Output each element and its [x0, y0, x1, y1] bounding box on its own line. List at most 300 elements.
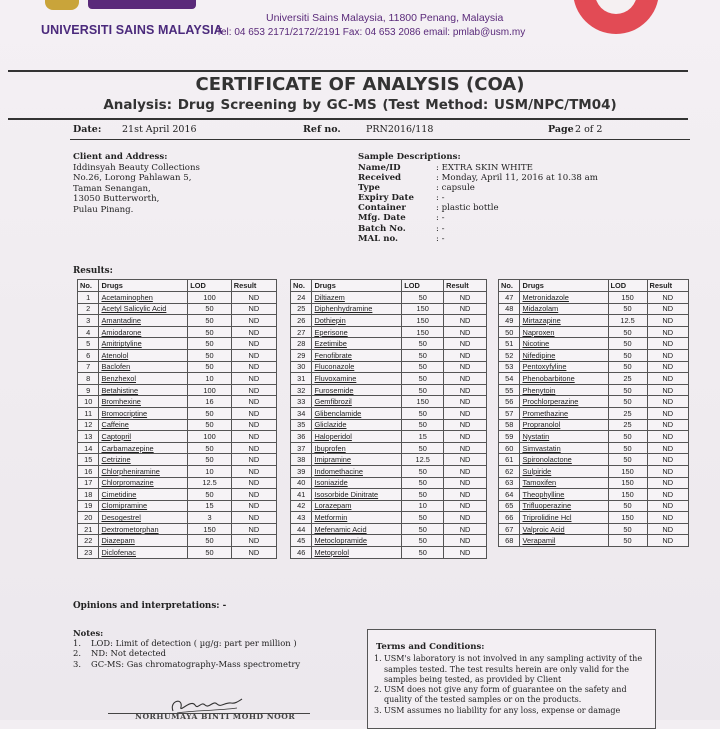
- table-row: [78, 431, 277, 443]
- drug-lod: 50: [402, 292, 444, 304]
- usm-logo: [88, 0, 196, 9]
- drug-result: ND: [647, 535, 688, 547]
- drug-lod: 100: [188, 384, 231, 396]
- drug-result: ND: [647, 338, 688, 350]
- drug-name: Diclofenac: [99, 547, 188, 559]
- drug-lod: 12.5: [608, 315, 647, 327]
- field-key: Mfg. Date: [358, 213, 406, 224]
- table-row: [78, 315, 277, 327]
- drug-name: Betahistine: [99, 384, 188, 396]
- drug-name: Mefenamic Acid: [312, 523, 402, 535]
- drug-name: Eperisone: [312, 326, 402, 338]
- drug-result: ND: [444, 431, 487, 443]
- drug-lod: 50: [608, 384, 647, 396]
- results-table-3: [498, 279, 689, 547]
- drug-lod: 100: [188, 431, 231, 443]
- table-row: [499, 349, 689, 361]
- drug-name: Bromhexine: [99, 396, 188, 408]
- drug-name: Diltiazem: [312, 292, 402, 304]
- drug-result: ND: [647, 303, 688, 315]
- drug-number: 53: [499, 361, 520, 373]
- drug-name: Ibuprofen: [312, 442, 402, 454]
- drug-name: Lorazepam: [312, 500, 402, 512]
- table-row: [499, 338, 689, 350]
- drug-name: Clomipramine: [99, 500, 188, 512]
- drug-lod: 150: [608, 489, 647, 501]
- drug-name: Naproxen: [520, 326, 608, 338]
- drug-lod: 50: [608, 523, 647, 535]
- drug-number: 46: [291, 547, 312, 559]
- drug-number: 44: [291, 523, 312, 535]
- drug-lod: 50: [402, 512, 444, 524]
- table-row: [291, 465, 487, 477]
- drug-lod: 25: [608, 407, 647, 419]
- drug-result: ND: [231, 338, 276, 350]
- drug-name: Spironolactone: [520, 454, 608, 466]
- drug-name: Cimetidine: [99, 489, 188, 501]
- page-value: 2 of 2: [575, 124, 603, 135]
- drug-name: Desogestrel: [99, 512, 188, 524]
- drug-lod: 50: [188, 454, 231, 466]
- notes-label: Notes:: [73, 628, 104, 638]
- drug-number: 5: [78, 338, 99, 350]
- drug-result: ND: [444, 349, 487, 361]
- table-row: [78, 454, 277, 466]
- drug-lod: 50: [402, 442, 444, 454]
- drug-name: Chlorpheniramine: [99, 465, 188, 477]
- drug-name: Isosorbide Dinitrate: [312, 489, 402, 501]
- table-row: [78, 361, 277, 373]
- table-row: [499, 442, 689, 454]
- field-key: Batch No.: [358, 223, 406, 234]
- drug-lod: 50: [402, 361, 444, 373]
- drug-number: 64: [499, 489, 520, 501]
- drug-result: ND: [647, 396, 688, 408]
- drug-result: ND: [444, 396, 487, 408]
- drug-name: Simvastatin: [520, 442, 608, 454]
- drug-lod: 100: [188, 292, 231, 304]
- drug-result: ND: [444, 523, 487, 535]
- drug-number: 9: [78, 384, 99, 396]
- drug-name: Pentoxyfyline: [520, 361, 608, 373]
- table-row: [291, 454, 487, 466]
- drug-name: Diazepam: [99, 535, 188, 547]
- drug-lod: 50: [608, 535, 647, 547]
- drug-result: ND: [444, 326, 487, 338]
- drug-name: Gemfibrozil: [312, 396, 402, 408]
- date-value: 21st April 2016: [122, 124, 197, 135]
- table-row: [499, 535, 689, 547]
- table-row: [499, 419, 689, 431]
- drug-lod: 50: [188, 361, 231, 373]
- drug-name: Metronidazole: [520, 292, 608, 304]
- title-rule: [8, 118, 688, 120]
- drug-lod: 50: [402, 419, 444, 431]
- drug-lod: 50: [188, 303, 231, 315]
- drug-result: ND: [647, 326, 688, 338]
- drug-lod: 50: [188, 315, 231, 327]
- table-row: [291, 535, 487, 547]
- term-text: USM does not give any form of guarantee on the safety and quality of the tested samples or on the products.: [384, 685, 627, 705]
- drug-name: Fluvoxamine: [312, 373, 402, 385]
- note-item: [73, 659, 300, 669]
- drug-name: Benzhexol: [99, 373, 188, 385]
- drug-lod: 50: [188, 349, 231, 361]
- table-row: [499, 431, 689, 443]
- drug-number: 12: [78, 419, 99, 431]
- drug-number: 36: [291, 431, 312, 443]
- drug-result: ND: [647, 373, 688, 385]
- table-row: [78, 407, 277, 419]
- drug-number: 33: [291, 396, 312, 408]
- drug-name: Verapamil: [520, 535, 608, 547]
- drug-result: ND: [444, 454, 487, 466]
- table-row: [291, 512, 487, 524]
- table-row: [499, 361, 689, 373]
- table-row: [78, 384, 277, 396]
- drug-number: 66: [499, 512, 520, 524]
- drug-result: ND: [231, 465, 276, 477]
- drug-lod: 12.5: [188, 477, 231, 489]
- drug-lod: 150: [608, 465, 647, 477]
- table-row: [78, 419, 277, 431]
- drug-number: 68: [499, 535, 520, 547]
- table-row: [78, 373, 277, 385]
- table-row: [499, 396, 689, 408]
- ref-value: PRN2016/118: [366, 124, 434, 135]
- table-row: [291, 326, 487, 338]
- sample-label-text: Sample Descriptions:: [358, 152, 461, 162]
- drug-result: ND: [647, 349, 688, 361]
- column-header-drug: Drugs: [99, 280, 188, 292]
- drug-lod: 50: [188, 489, 231, 501]
- drug-name: Triprolidine Hcl: [520, 512, 608, 524]
- drug-number: 20: [78, 512, 99, 524]
- drug-lod: 50: [402, 535, 444, 547]
- sample-field: [358, 183, 598, 193]
- table-row: [291, 547, 487, 559]
- drug-result: ND: [647, 431, 688, 443]
- sample-field: [358, 234, 598, 244]
- drug-lod: 50: [608, 431, 647, 443]
- term-text: USM assumes no liability for any loss, expense or damage: [384, 705, 621, 715]
- drug-lod: 15: [188, 500, 231, 512]
- table-row: [78, 535, 277, 547]
- drug-number: 65: [499, 500, 520, 512]
- table-row: [78, 500, 277, 512]
- university-name: UNIVERSITI SAINS MALAYSIA: [41, 23, 223, 37]
- drug-result: ND: [647, 384, 688, 396]
- drug-name: Tamoxifen: [520, 477, 608, 489]
- drug-result: ND: [444, 547, 487, 559]
- drug-lod: 50: [608, 338, 647, 350]
- note-number: 2.: [73, 648, 81, 659]
- drug-result: ND: [444, 512, 487, 524]
- drug-number: 40: [291, 477, 312, 489]
- drug-lod: 25: [608, 373, 647, 385]
- table-row: [78, 489, 277, 501]
- drug-lod: 50: [402, 384, 444, 396]
- drug-number: 45: [291, 535, 312, 547]
- drug-lod: 50: [188, 326, 231, 338]
- table-header-row: [291, 280, 487, 292]
- client-line: Taman Senangan,: [73, 183, 151, 194]
- drug-lod: 10: [188, 465, 231, 477]
- drug-name: Propranolol: [520, 419, 608, 431]
- note-item: [73, 648, 300, 658]
- drug-result: ND: [231, 303, 276, 315]
- drug-result: ND: [647, 489, 688, 501]
- drug-number: 58: [499, 419, 520, 431]
- table-row: [499, 315, 689, 327]
- drug-result: ND: [231, 523, 276, 535]
- drug-name: Indomethacine: [312, 465, 402, 477]
- field-key: MAL no.: [358, 233, 399, 244]
- drug-number: 61: [499, 454, 520, 466]
- university-address: Universiti Sains Malaysia, 11800 Penang, Malaysia: [266, 12, 504, 24]
- drug-number: 49: [499, 315, 520, 327]
- column-header-no: No.: [291, 280, 312, 292]
- drug-result: ND: [647, 523, 688, 535]
- table-row: [78, 349, 277, 361]
- drug-name: Acetyl Salicylic Acid: [99, 303, 188, 315]
- drug-number: 60: [499, 442, 520, 454]
- drug-result: ND: [231, 326, 276, 338]
- drug-lod: 50: [188, 535, 231, 547]
- table-row: [78, 465, 277, 477]
- drug-result: ND: [231, 500, 276, 512]
- field-key: Type: [358, 183, 380, 194]
- table-row: [78, 303, 277, 315]
- table-row: [499, 454, 689, 466]
- drug-result: ND: [444, 442, 487, 454]
- document-subtitle: Analysis: Drug Screening by GC-MS (Test Method: USM/NPC/TM04): [103, 97, 617, 113]
- drug-lod: 50: [608, 349, 647, 361]
- drug-lod: 50: [188, 338, 231, 350]
- table-row: [78, 547, 277, 559]
- drug-lod: 3: [188, 512, 231, 524]
- drug-number: 38: [291, 454, 312, 466]
- drug-lod: 50: [608, 396, 647, 408]
- field-key: Expiry Date: [358, 193, 414, 204]
- drug-result: ND: [647, 500, 688, 512]
- drug-lod: 150: [608, 477, 647, 489]
- document-title: CERTIFICATE OF ANALYSIS (COA): [195, 74, 525, 95]
- drug-number: 2: [78, 303, 99, 315]
- drug-name: Glibenclamide: [312, 407, 402, 419]
- term-item: [374, 654, 649, 685]
- drug-name: Acetaminophen: [99, 292, 188, 304]
- drug-name: Furosemide: [312, 384, 402, 396]
- table-row: [499, 477, 689, 489]
- drug-name: Midazolam: [520, 303, 608, 315]
- results-label: Results:: [73, 266, 113, 276]
- drug-name: Phenytoin: [520, 384, 608, 396]
- drug-lod: 16: [188, 396, 231, 408]
- drug-name: Gliclazide: [312, 419, 402, 431]
- drug-result: ND: [231, 292, 276, 304]
- drug-name: Isoniazide: [312, 477, 402, 489]
- drug-name: Diphenhydramine: [312, 303, 402, 315]
- table-row: [291, 384, 487, 396]
- table-row: [291, 442, 487, 454]
- drug-result: ND: [647, 407, 688, 419]
- drug-name: Phenobarbitone: [520, 373, 608, 385]
- drug-lod: 150: [402, 303, 444, 315]
- sample-field: [358, 203, 598, 213]
- table-row: [78, 326, 277, 338]
- field-key: Container: [358, 203, 406, 214]
- drug-number: 27: [291, 326, 312, 338]
- drug-lod: 50: [608, 303, 647, 315]
- drug-number: 28: [291, 338, 312, 350]
- table-row: [291, 315, 487, 327]
- table-row: [291, 500, 487, 512]
- column-header-result: Result: [647, 280, 688, 292]
- drug-number: 48: [499, 303, 520, 315]
- drug-lod: 50: [402, 465, 444, 477]
- column-header-no: No.: [499, 280, 520, 292]
- term-text: USM's laboratory is not involved in any sampling activity of the samples tested. The test results herein are only valid for the samples being tested, as provided by Client: [384, 654, 643, 684]
- table-row: [291, 349, 487, 361]
- table-row: [78, 477, 277, 489]
- table-row: [78, 338, 277, 350]
- drug-number: 47: [499, 292, 520, 304]
- drug-number: 35: [291, 419, 312, 431]
- drug-result: ND: [444, 384, 487, 396]
- drug-name: Bromocriptine: [99, 407, 188, 419]
- drug-lod: 10: [402, 500, 444, 512]
- table-row: [499, 384, 689, 396]
- drug-lod: 50: [402, 489, 444, 501]
- sample-field: [358, 163, 598, 173]
- column-header-result: Result: [231, 280, 276, 292]
- drug-result: ND: [231, 407, 276, 419]
- table-row: [499, 292, 689, 304]
- drug-name: Fluconazole: [312, 361, 402, 373]
- sample-descriptions: [358, 163, 598, 244]
- field-key: Name/ID: [358, 163, 401, 173]
- drug-result: ND: [647, 419, 688, 431]
- table-row: [291, 361, 487, 373]
- term-item: [374, 685, 649, 706]
- drug-result: ND: [444, 465, 487, 477]
- drug-result: ND: [647, 465, 688, 477]
- drug-name: Atenolol: [99, 349, 188, 361]
- drug-lod: 50: [402, 407, 444, 419]
- drug-name: Metoprolol: [312, 547, 402, 559]
- term-number: 2.: [374, 685, 382, 695]
- sample-label: [358, 152, 461, 163]
- drug-name: Nicotine: [520, 338, 608, 350]
- drug-lod: 10: [188, 373, 231, 385]
- drug-name: Ezetimibe: [312, 338, 402, 350]
- drug-name: Prochlorperazine: [520, 396, 608, 408]
- column-header-lod: LOD: [608, 280, 647, 292]
- table-row: [291, 419, 487, 431]
- drug-number: 21: [78, 523, 99, 535]
- drug-name: Haloperidol: [312, 431, 402, 443]
- table-row: [499, 512, 689, 524]
- results-table-1: [77, 279, 277, 559]
- client-line: Pulau Pinang.: [73, 204, 134, 215]
- drug-lod: 50: [402, 349, 444, 361]
- drug-lod: 15: [402, 431, 444, 443]
- column-header-drug: Drugs: [312, 280, 402, 292]
- drug-result: ND: [231, 431, 276, 443]
- drug-result: ND: [647, 512, 688, 524]
- drug-name: Valproic Acid: [520, 523, 608, 535]
- drug-number: 63: [499, 477, 520, 489]
- table-header-row: [499, 280, 689, 292]
- table-row: [291, 373, 487, 385]
- drug-number: 34: [291, 407, 312, 419]
- table-row: [499, 303, 689, 315]
- drug-number: 26: [291, 315, 312, 327]
- drug-result: ND: [444, 419, 487, 431]
- sample-field: [358, 224, 598, 234]
- table-row: [78, 512, 277, 524]
- drug-result: ND: [231, 349, 276, 361]
- header-rule: [8, 70, 688, 72]
- drug-result: ND: [647, 292, 688, 304]
- drug-result: ND: [647, 477, 688, 489]
- meta-rule: [70, 139, 690, 140]
- drug-result: ND: [231, 512, 276, 524]
- note-number: 1.: [73, 638, 81, 649]
- table-row: [291, 303, 487, 315]
- sample-field: [358, 173, 598, 183]
- table-row: [291, 338, 487, 350]
- accreditation-seal-logo: [573, 0, 659, 34]
- table-row: [291, 292, 487, 304]
- drug-lod: 150: [402, 396, 444, 408]
- table-row: [291, 489, 487, 501]
- note-number: 3.: [73, 658, 81, 669]
- drug-result: ND: [231, 454, 276, 466]
- drug-name: Baclofen: [99, 361, 188, 373]
- drug-number: 57: [499, 407, 520, 419]
- table-row: [78, 442, 277, 454]
- term-number: 3.: [374, 705, 382, 715]
- terms-title: Terms and Conditions:: [376, 642, 485, 652]
- drug-name: Caffeine: [99, 419, 188, 431]
- drug-number: 17: [78, 477, 99, 489]
- drug-number: 31: [291, 373, 312, 385]
- drug-name: Trifluoperazine: [520, 500, 608, 512]
- table-row: [78, 396, 277, 408]
- drug-number: 54: [499, 373, 520, 385]
- drug-number: 25: [291, 303, 312, 315]
- drug-result: ND: [231, 535, 276, 547]
- drug-result: ND: [444, 361, 487, 373]
- drug-name: Metoclopramide: [312, 535, 402, 547]
- drug-number: 22: [78, 535, 99, 547]
- sample-field: [358, 193, 598, 203]
- drug-name: Amiodarone: [99, 326, 188, 338]
- drug-lod: 50: [188, 442, 231, 454]
- drug-name: Carbamazepine: [99, 442, 188, 454]
- drug-name: Mirtazapine: [520, 315, 608, 327]
- drug-name: Amantadine: [99, 315, 188, 327]
- drug-number: 7: [78, 361, 99, 373]
- client-label: Client and Address:: [73, 152, 168, 162]
- table-row: [499, 489, 689, 501]
- client-line: No.26, Lorong Pahlawan 5,: [73, 173, 192, 183]
- column-header-no: No.: [78, 280, 99, 292]
- drug-lod: 25: [608, 419, 647, 431]
- terms-box: [367, 629, 656, 729]
